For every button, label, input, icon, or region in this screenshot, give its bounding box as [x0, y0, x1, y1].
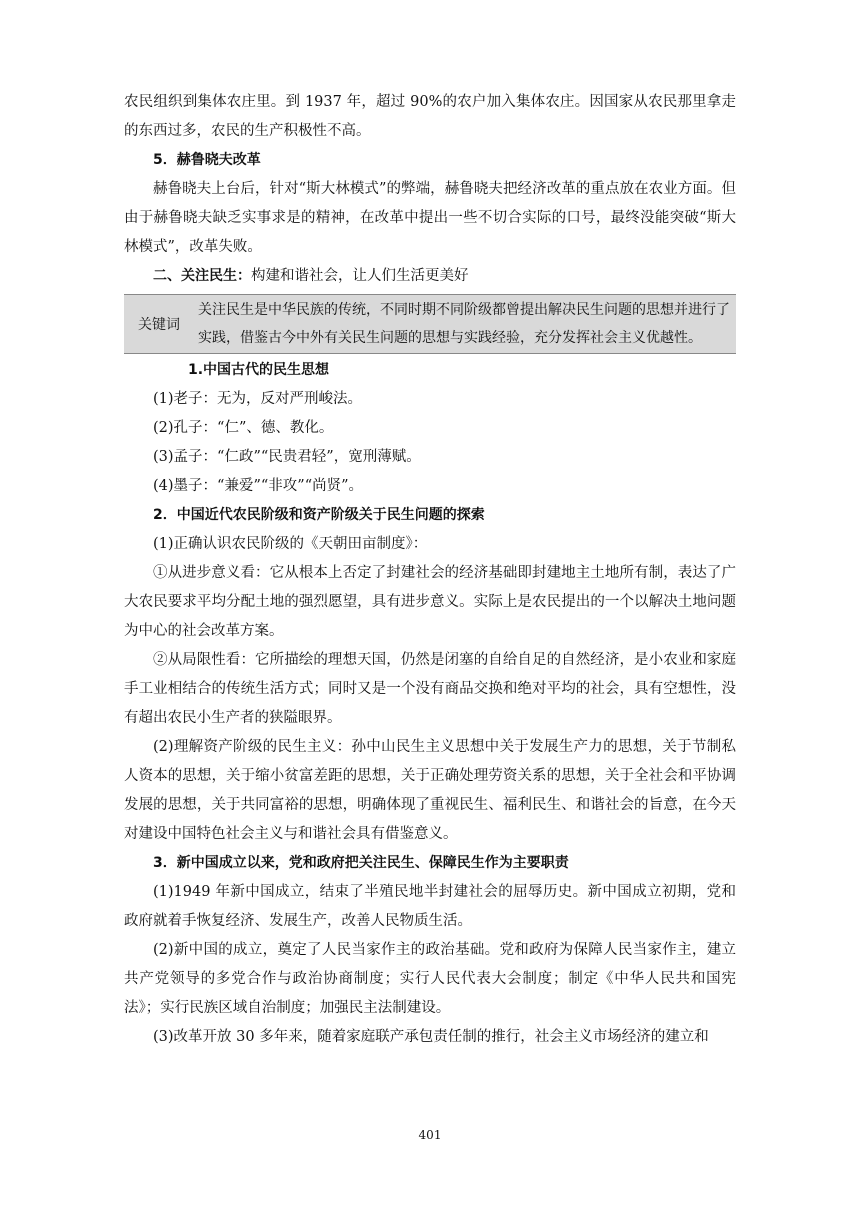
paragraph: (2)理解资产阶级的民生主义：孙中山民生主义思想中关于发展生产力的思想，关于节制私人资本的思想，关于缩小贫富差距的思想，关于正确处理劳资关系的思想，关于全社会和平协调发展的思想，关于共同富裕的思想，明确体现了重视民生、福利民生、和谐社会的旨意，在今天对建设中国特色社会主义与和谐社会具有借鉴意义。	[124, 739, 736, 842]
paragraph: ②从局限性看：它所描绘的理想天国，仍然是闭塞的自给自足的自然经济，是小农业和家庭手工业相结合的传统生活方式；同时又是一个没有商品交换和绝对平均的社会，具有空想性，没有超出农民小生产者的狭隘眼界。	[124, 652, 736, 726]
paragraph: (2)新中国的成立，奠定了人民当家作主的政治基础。党和政府为保障人民当家作主，建立共产党领导的多党合作与政治协商制度；实行人民代表大会制度；制定《中华人民共和国宪法》；实行民族区域自治制度；加强民主法制建设。	[124, 942, 736, 1016]
list-item: (2)孔子：“仁”、德、教化。	[153, 420, 334, 436]
paragraph: 赫鲁晓夫上台后，针对“斯大林模式”的弊端，赫鲁晓夫把经济改革的重点放在农业方面。但由于赫鲁晓夫缺乏实事求是的精神，在改革中提出一些不切合实际的口号，最终没能突破“斯大林模式”，改革失败。	[124, 181, 736, 255]
list-item: (1)老子：无为，反对严刑峻法。	[153, 391, 363, 407]
paragraph: (1)正确认识农民阶级的《天朝田亩制度》：	[153, 536, 428, 552]
section-heading	[124, 262, 736, 291]
paragraph: 农民组织到集体农庄里。到 1937 年，超过 90%的农户加入集体农庄。因国家从农民那里拿走的东西过多，农民的生产积极性不高。	[124, 94, 736, 139]
page-number: 401	[418, 1128, 442, 1142]
paragraph: (1)1949 年新中国成立，结束了半殖民地半封建社会的屈辱历史。新中国成立初期，党和政府就着手恢复经济、发展生产，改善人民物质生活。	[124, 884, 736, 929]
section-heading-rest: 构建和谐社会，让人们生活更美好	[251, 268, 469, 284]
paragraph: ①从进步意义看：它从根本上否定了封建社会的经济基础即封建地主土地所有制，表达了广大农民要求平均分配土地的强烈愿望，具有进步意义。实际上是农民提出的一个以解决土地问题为中心的社会改革方案。	[124, 565, 736, 639]
paragraph: (3)改革开放 30 多年来，随着家庭联产承包责任制的推行，社会主义市场经济的建立和	[153, 1029, 709, 1045]
section-heading-bold: 二、关注民生：	[153, 268, 251, 284]
document-body	[124, 88, 736, 1052]
keyword-text: 关注民生是中华民族的传统，不同时期不同阶级都曾提出解决民生问题的思想并进行了实践，借鉴古今中外有关民生问题的思想与实践经验，充分发挥社会主义优越性。	[198, 302, 730, 346]
keyword-box	[124, 294, 736, 354]
heading-new-china: 3．新中国成立以来，党和政府把关注民生、保障民生作为主要职责	[153, 855, 569, 871]
list-item: (3)孟子：“仁政”“民贵君轻”，宽刑薄赋。	[153, 449, 421, 465]
list-item: (4)墨子：“兼爱”“非攻”“尚贤”。	[153, 478, 364, 494]
heading-modern-exploration: 2．中国近代农民阶级和资产阶级关于民生问题的探索	[153, 507, 485, 523]
heading-khrushchev-reform: 5．赫鲁晓夫改革	[153, 152, 261, 168]
heading-ancient-thought: 1.中国古代的民生思想	[188, 362, 330, 378]
keyword-label: 关键词	[138, 317, 180, 333]
